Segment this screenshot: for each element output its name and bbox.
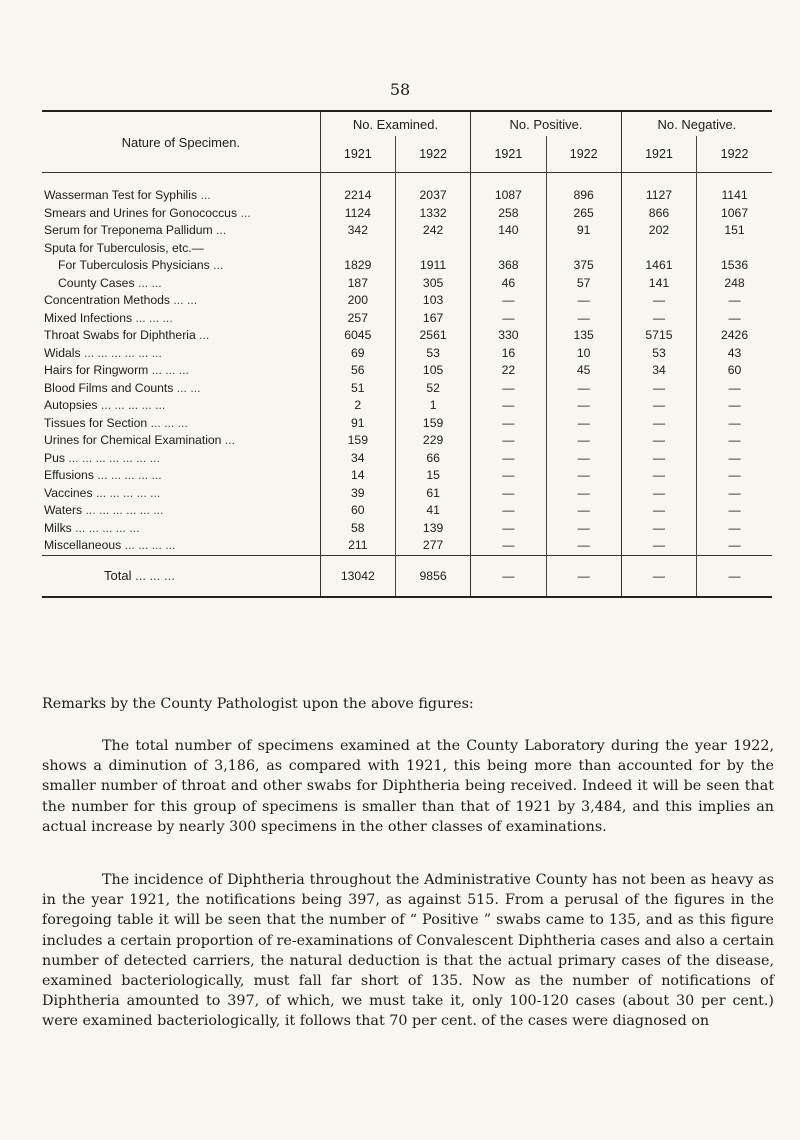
- specimen-name: Wasserman Test for Syphilis ...: [44, 188, 211, 202]
- cell-value: 1127: [621, 187, 696, 205]
- table-row: [42, 537, 772, 555]
- specimen-name: Urines for Chemical Examination ...: [44, 433, 236, 447]
- cell-value: 159: [395, 415, 470, 433]
- cell-value: 56: [320, 362, 395, 380]
- cell-value: 39: [320, 485, 395, 503]
- cell-value: 34: [621, 362, 696, 380]
- cell-value: —: [471, 432, 546, 450]
- table-row: [42, 415, 772, 433]
- cell-value: 167: [395, 310, 470, 328]
- table-row: [42, 292, 772, 310]
- total-value: —: [471, 555, 546, 597]
- cell-value: —: [697, 537, 772, 555]
- cell-value: 57: [546, 275, 621, 293]
- remarks-heading: Remarks by the County Pathologist upon the above figures:: [42, 696, 474, 712]
- cell-value: [320, 240, 395, 258]
- table-row: [42, 432, 772, 450]
- cell-value: 53: [621, 345, 696, 363]
- cell-value: 10: [546, 345, 621, 363]
- cell-value: —: [471, 502, 546, 520]
- cell-value: —: [471, 380, 546, 398]
- cell-value: —: [621, 415, 696, 433]
- cell-value: 91: [546, 222, 621, 240]
- cell-value: —: [697, 450, 772, 468]
- cell-value: —: [697, 485, 772, 503]
- cell-value: —: [621, 450, 696, 468]
- table-row: [42, 222, 772, 240]
- cell-value: 258: [471, 205, 546, 223]
- total-value: —: [621, 555, 696, 597]
- cell-value: 1067: [697, 205, 772, 223]
- cell-value: —: [546, 502, 621, 520]
- cell-value: —: [621, 310, 696, 328]
- specimen-name: Effusions ... ... ... ... ...: [44, 468, 162, 482]
- cell-value: —: [621, 502, 696, 520]
- cell-value: —: [697, 520, 772, 538]
- table-row: [42, 257, 772, 275]
- cell-value: 45: [546, 362, 621, 380]
- cell-value: —: [546, 397, 621, 415]
- total-row: [42, 555, 772, 597]
- cell-value: 1087: [471, 187, 546, 205]
- spacer-row: [42, 173, 772, 188]
- cell-value: 1141: [697, 187, 772, 205]
- cell-value: —: [471, 397, 546, 415]
- cell-value: 866: [621, 205, 696, 223]
- cell-value: 257: [320, 310, 395, 328]
- cell-value: 141: [621, 275, 696, 293]
- cell-value: 1124: [320, 205, 395, 223]
- total-value: 13042: [320, 555, 395, 597]
- total-value: —: [697, 555, 772, 597]
- specimen-name: Waters ... ... ... ... ... ...: [44, 503, 164, 517]
- cell-value: 103: [395, 292, 470, 310]
- specimen-name: Widals ... ... ... ... ... ...: [44, 345, 162, 360]
- cell-value: 139: [395, 520, 470, 538]
- cell-value: 135: [546, 327, 621, 345]
- specimen-statistics-table: [42, 110, 772, 598]
- table-row: [42, 275, 772, 293]
- cell-value: 2561: [395, 327, 470, 345]
- cell-value: 2: [320, 397, 395, 415]
- cell-value: —: [697, 380, 772, 398]
- cell-value: 51: [320, 380, 395, 398]
- cell-value: 14: [320, 467, 395, 485]
- specimen-name: Sputa for Tuberculosis, etc.—: [44, 240, 204, 255]
- cell-value: —: [546, 432, 621, 450]
- cell-value: —: [621, 520, 696, 538]
- cell-value: 2037: [395, 187, 470, 205]
- cell-value: —: [621, 380, 696, 398]
- cell-value: 330: [471, 327, 546, 345]
- negative-header: No. Negative.: [621, 111, 772, 136]
- total-label: Total ... ... ...: [42, 555, 320, 597]
- table-row: [42, 380, 772, 398]
- cell-value: —: [546, 485, 621, 503]
- cell-value: 1: [395, 397, 470, 415]
- cell-value: [621, 240, 696, 258]
- specimen-name: Hairs for Ringworm ... ... ...: [44, 363, 189, 377]
- cell-value: 375: [546, 257, 621, 275]
- cell-value: 60: [697, 362, 772, 380]
- cell-value: —: [471, 467, 546, 485]
- table-row: [42, 187, 772, 205]
- cell-value: 342: [320, 222, 395, 240]
- examined-header: No. Examined.: [320, 111, 471, 136]
- total-value: 9856: [395, 555, 470, 597]
- cell-value: 60: [320, 502, 395, 520]
- cell-value: 34: [320, 450, 395, 468]
- cell-value: —: [621, 292, 696, 310]
- specimen-name: Concentration Methods ... ...: [44, 293, 198, 307]
- cell-value: —: [621, 467, 696, 485]
- cell-value: —: [471, 292, 546, 310]
- cell-value: —: [546, 380, 621, 398]
- cell-value: 52: [395, 380, 470, 398]
- cell-value: 69: [320, 345, 395, 363]
- table-row: [42, 362, 772, 380]
- cell-value: 248: [697, 275, 772, 293]
- specimen-name: Blood Films and Counts ... ...: [44, 380, 201, 395]
- cell-value: 1332: [395, 205, 470, 223]
- cell-value: —: [471, 520, 546, 538]
- cell-value: 200: [320, 292, 395, 310]
- cell-value: 305: [395, 275, 470, 293]
- table-row: [42, 327, 772, 345]
- cell-value: 140: [471, 222, 546, 240]
- cell-value: —: [621, 397, 696, 415]
- table-row: [42, 450, 772, 468]
- nature-of-specimen-header: Nature of Specimen.: [42, 111, 320, 173]
- year-header: 1921: [320, 136, 395, 173]
- table-row: [42, 520, 772, 538]
- specimen-name: Throat Swabs for Diphtheria ...: [44, 328, 210, 342]
- cell-value: —: [546, 537, 621, 555]
- cell-value: —: [697, 292, 772, 310]
- year-header: 1922: [546, 136, 621, 173]
- cell-value: 5715: [621, 327, 696, 345]
- cell-value: 187: [320, 275, 395, 293]
- table-row: [42, 502, 772, 520]
- cell-value: 105: [395, 362, 470, 380]
- cell-value: —: [546, 467, 621, 485]
- cell-value: 16: [471, 345, 546, 363]
- cell-value: 66: [395, 450, 470, 468]
- cell-value: 91: [320, 415, 395, 433]
- cell-value: 277: [395, 537, 470, 555]
- cell-value: —: [471, 537, 546, 555]
- cell-value: —: [471, 310, 546, 328]
- cell-value: —: [621, 485, 696, 503]
- specimen-name: Vaccines ... ... ... ... ...: [44, 485, 161, 500]
- cell-value: 6045: [320, 327, 395, 345]
- specimen-name: Pus ... ... ... ... ... ... ...: [44, 450, 160, 465]
- specimen-name: For Tuberculosis Physicians ...: [58, 258, 224, 272]
- specimen-name: Tissues for Section ... ... ...: [44, 415, 188, 430]
- cell-value: [697, 240, 772, 258]
- year-header: 1922: [697, 136, 772, 173]
- total-value: —: [546, 555, 621, 597]
- cell-value: —: [471, 485, 546, 503]
- cell-value: —: [621, 537, 696, 555]
- table-row: [42, 485, 772, 503]
- cell-value: —: [546, 415, 621, 433]
- cell-value: [395, 240, 470, 258]
- remarks-paragraph: The total number of specimens examined at the County Laboratory during the year 1922, shows a diminution of 3,186, as compared with 1921, this being more than accounted for by the smaller number of throat and other swabs for Diphtheria being received. Indeed it will be seen that the number for this group of specimens is smaller than that of 1921 by 3,484, and this implies an actual increase by nearly 300 specimens in the other classes of examinations.: [42, 738, 774, 835]
- specimen-name: Milks ... ... ... ... ...: [44, 520, 140, 535]
- cell-value: —: [697, 502, 772, 520]
- page-number: 58: [389, 80, 411, 99]
- cell-value: 265: [546, 205, 621, 223]
- cell-value: —: [697, 432, 772, 450]
- cell-value: 2426: [697, 327, 772, 345]
- specimen-name: Smears and Urines for Gonococcus ...: [44, 205, 251, 220]
- specimen-name: Serum for Treponema Pallidum ...: [44, 223, 227, 237]
- cell-value: 1461: [621, 257, 696, 275]
- table-row: [42, 467, 772, 485]
- table-row: [42, 205, 772, 223]
- specimen-name: County Cases ... ...: [58, 275, 162, 290]
- cell-value: 211: [320, 537, 395, 555]
- table-row: [42, 397, 772, 415]
- specimen-name: Mixed Infections ... ... ...: [44, 310, 173, 325]
- specimen-name: Autopsies ... ... ... ... ...: [44, 398, 166, 412]
- remarks-paragraph: The incidence of Diphtheria throughout the Administrative County has not been as heavy as in the year 1921, the notifications being 397, as against 515. From a perusal of the figures in the foregoing table it will be seen that the number of “ Positive ” swabs came to 135, and as this figure includes a certain proportion of re-examinations of Convalescent Diphtheria cases and also a certain number of detected carriers, the natural deduction is that the actual primary cases of the disease, examined bacteriologically, must fall far short of 135. Now as the number of notifications of Diphtheria amounted to 397, of which, we must take it, only 100-120 cases (about 30 per cent.) were examined bacteriologically, it follows that 70 per cent. of the cases were diagnosed on: [42, 872, 774, 1030]
- cell-value: —: [471, 415, 546, 433]
- cell-value: —: [697, 415, 772, 433]
- cell-value: 1911: [395, 257, 470, 275]
- cell-value: 53: [395, 345, 470, 363]
- cell-value: [471, 240, 546, 258]
- cell-value: —: [546, 520, 621, 538]
- cell-value: 896: [546, 187, 621, 205]
- cell-value: —: [697, 467, 772, 485]
- cell-value: 43: [697, 345, 772, 363]
- cell-value: —: [546, 450, 621, 468]
- cell-value: 46: [471, 275, 546, 293]
- cell-value: 61: [395, 485, 470, 503]
- cell-value: 15: [395, 467, 470, 485]
- cell-value: —: [697, 397, 772, 415]
- positive-header: No. Positive.: [471, 111, 622, 136]
- table-row: [42, 310, 772, 328]
- cell-value: —: [697, 310, 772, 328]
- cell-value: 58: [320, 520, 395, 538]
- table-row: [42, 345, 772, 363]
- cell-value: 151: [697, 222, 772, 240]
- cell-value: —: [621, 432, 696, 450]
- table-row: [42, 240, 772, 258]
- cell-value: 368: [471, 257, 546, 275]
- cell-value: —: [471, 450, 546, 468]
- cell-value: 159: [320, 432, 395, 450]
- cell-value: —: [546, 310, 621, 328]
- cell-value: 202: [621, 222, 696, 240]
- cell-value: 22: [471, 362, 546, 380]
- cell-value: 41: [395, 502, 470, 520]
- cell-value: 1829: [320, 257, 395, 275]
- cell-value: 2214: [320, 187, 395, 205]
- cell-value: 1536: [697, 257, 772, 275]
- cell-value: —: [546, 292, 621, 310]
- year-header: 1921: [621, 136, 696, 173]
- cell-value: [546, 240, 621, 258]
- year-header: 1922: [395, 136, 470, 173]
- cell-value: 229: [395, 432, 470, 450]
- specimen-name: Miscellaneous ... ... ... ...: [44, 538, 176, 552]
- cell-value: 242: [395, 222, 470, 240]
- year-header: 1921: [471, 136, 546, 173]
